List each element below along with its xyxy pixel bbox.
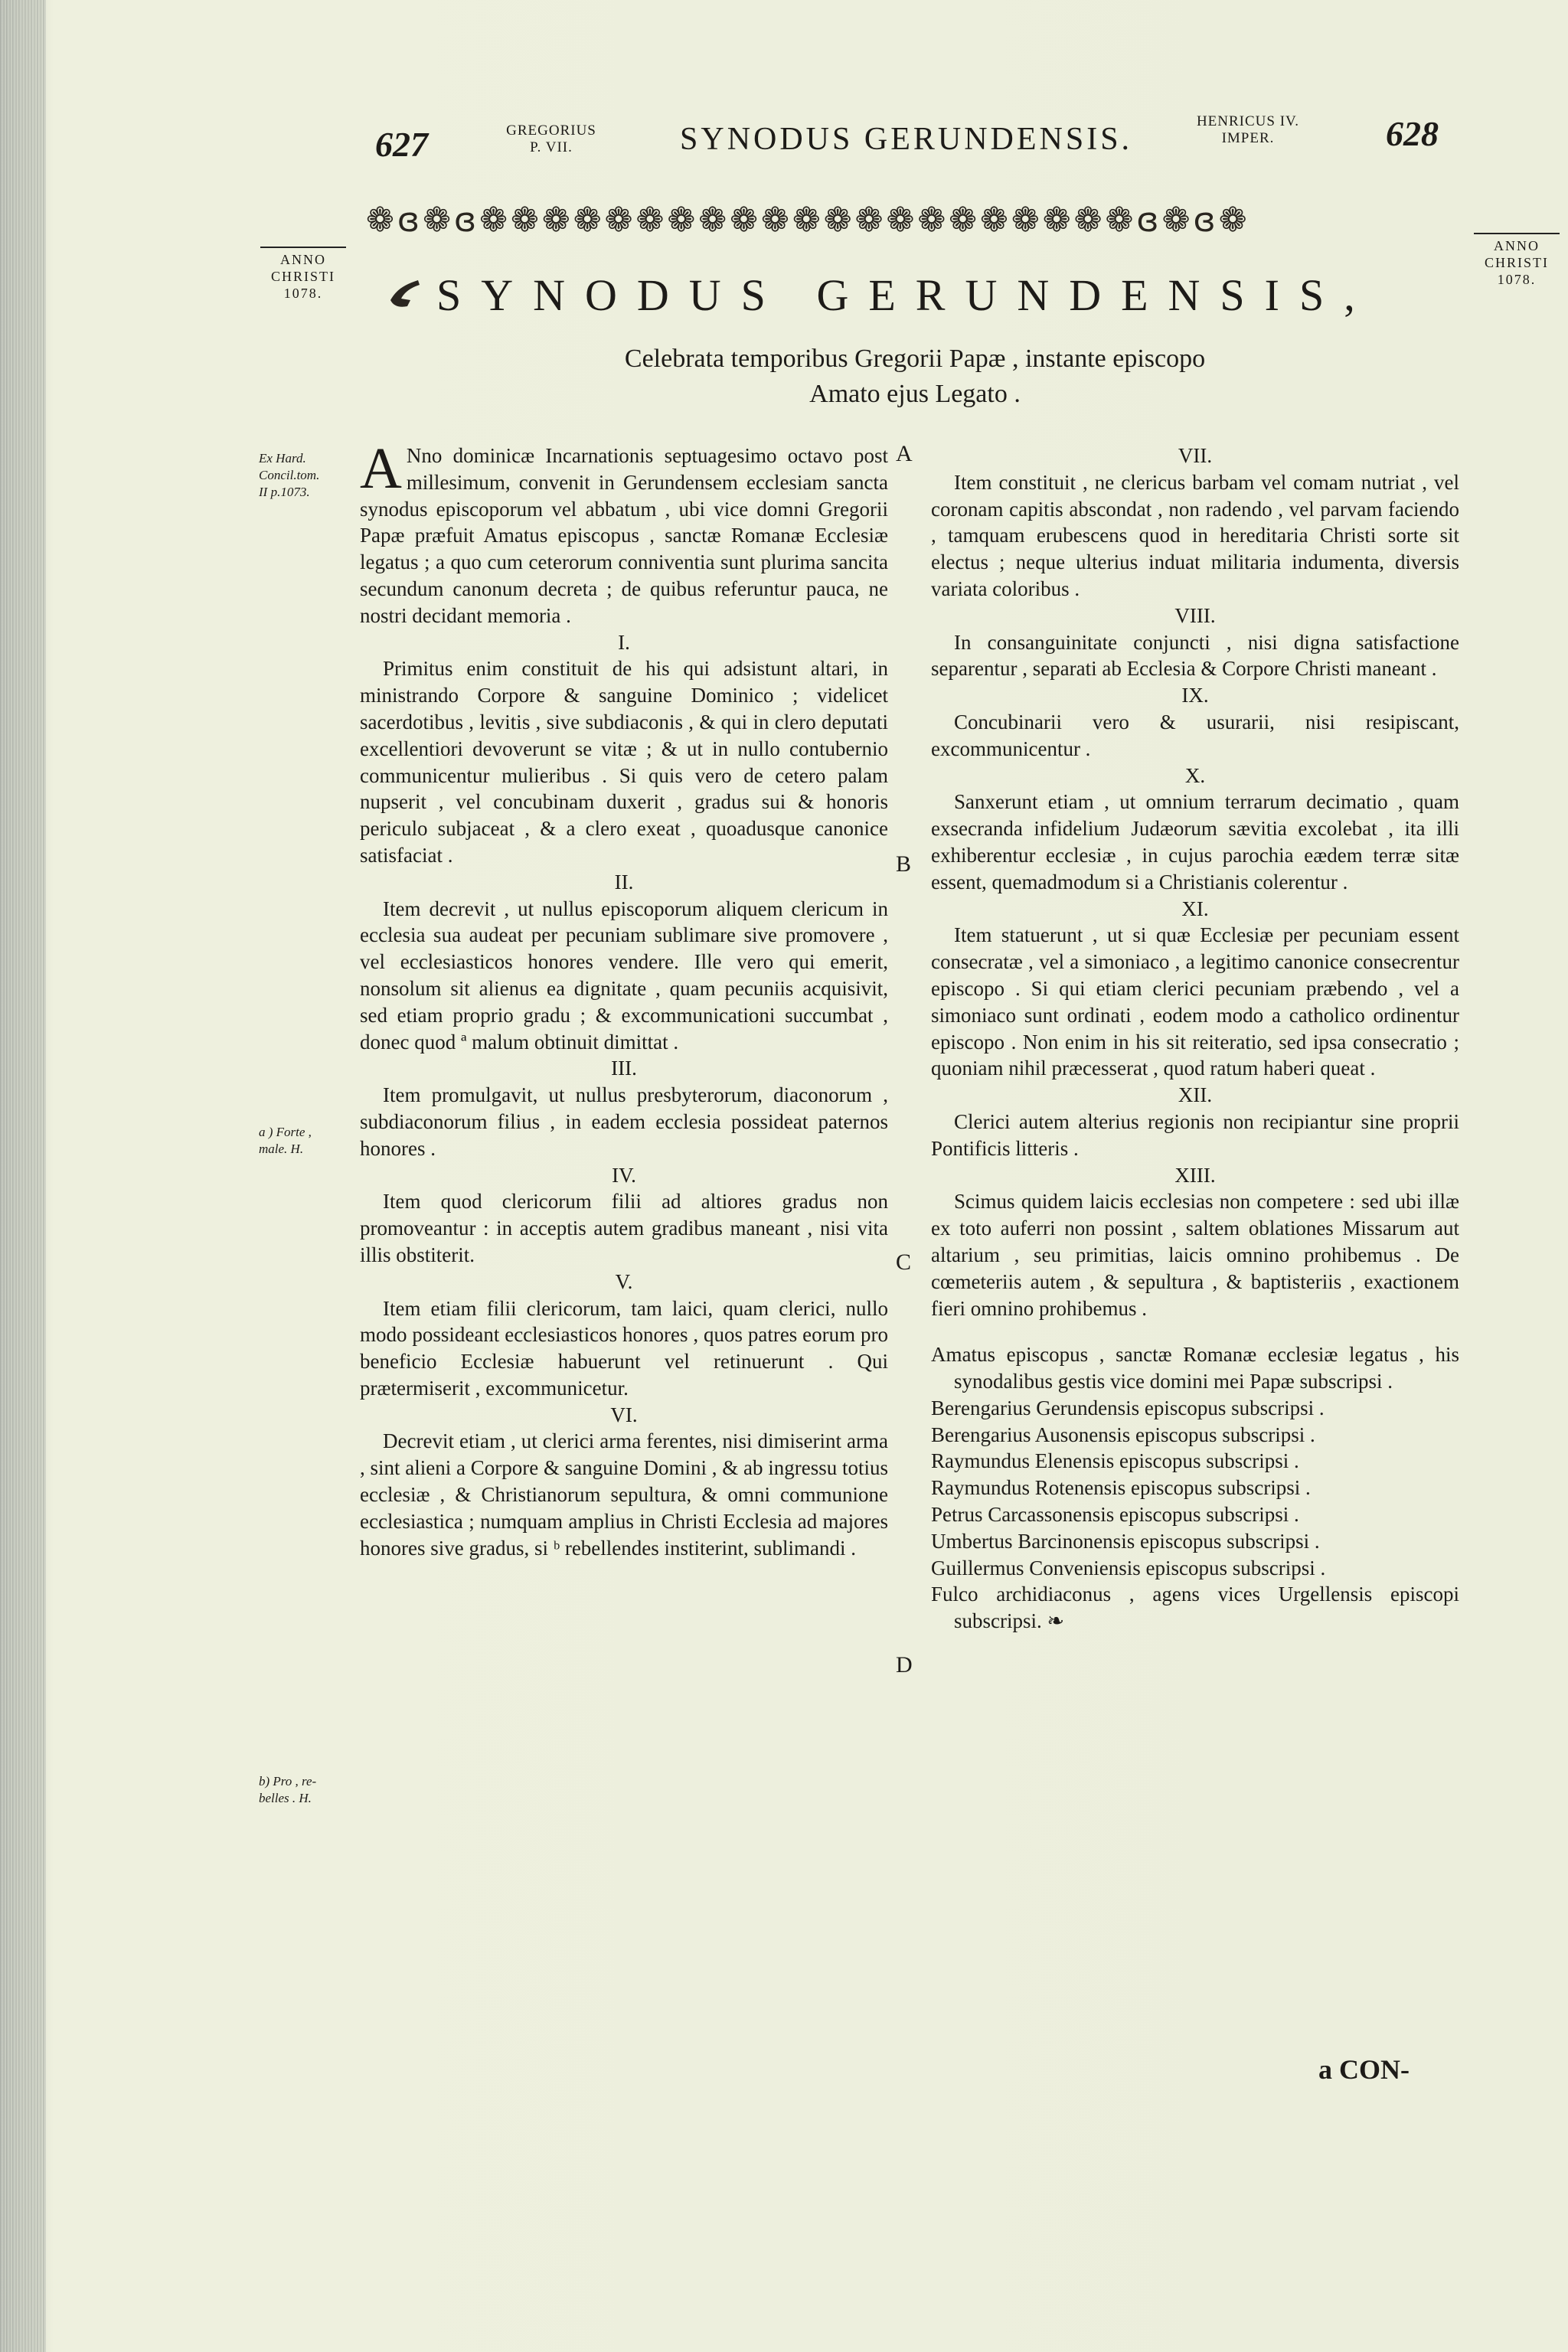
canon-12: Clerici autem alterius regionis non recipiantur sine proprii Pontificis litteris . [931, 1109, 1459, 1160]
anno-right-christi: CHRISTI [1484, 255, 1549, 270]
canon-number-11: XI. [1181, 897, 1209, 920]
running-head-left [505, 122, 597, 156]
canon-2: Item decrevit , ut nullus episcoporum aliquem clericum in ecclesia sua audeat per pecuniam sublimare sive promovere , vel ecclesiasticos honores vendere. Ille vero qui emerit, nonsolum sit alienus ea dignitate , quam pecuniis acquisivit, sed etiam proprio gradu ; & excommunicationi succumbat , donec quod ª malum obtinuit dimittat . [360, 897, 888, 1054]
page-number-left: 627 [375, 125, 428, 164]
page-edge [0, 0, 46, 2352]
subscription-2: Berengarius Gerundensis episcopus subscripsi . [931, 1396, 1325, 1419]
anno-christi-right [1474, 233, 1560, 288]
canon-3: Item promulgavit, ut nullus presbyterorum, diaconorum , subdiaconorum filius , in eadem ecclesia possideat paternos honores . [360, 1083, 888, 1160]
canon-number-10: X. [1184, 763, 1206, 787]
left-column [360, 436, 888, 1561]
canon-7: Item constituit , ne clericus barbam vel comam nutriat , vel coronam capitis abscondat , non radendo , vel parvam faciendo , tamquam erubescens quod in hereditaria Christi sorte sit electus ; neque ulterius induat militaria indumenta, diversis variata coloribus . [931, 470, 1459, 600]
running-head-right-line1: HENRICUS IV. [1196, 113, 1300, 129]
subscription-8: Guillermus Conveniensis episcopus subscripsi . [931, 1556, 1326, 1579]
drop-cap: A [360, 436, 402, 501]
canon-number-9: IX. [1181, 684, 1209, 707]
section-letter-b: B [896, 851, 912, 877]
margin-note-a-line2: male. H. [259, 1142, 304, 1156]
canon-number-13: XIII. [1174, 1163, 1216, 1187]
anno-right-year: 1078. [1497, 272, 1537, 287]
margin-note-source-line3: II p.1073. [259, 485, 310, 499]
canon-number-6: VI. [610, 1403, 638, 1426]
subscription-9: Fulco archidiaconus , agens vices Urgellensis episcopi subscripsi. ❧ [931, 1583, 1459, 1633]
margin-note-b-line1: b) Pro , re- [259, 1774, 317, 1788]
anno-rule-left [260, 247, 346, 248]
canon-number-2: II. [614, 870, 634, 893]
margin-note-source [259, 450, 319, 501]
ornament-band: ❁ɞ❁ɞ❁❁❁❁❁❁❁❁❁❁❁❁❁❁❁❁❁❁❁❁❁ɞ❁ɞ❁ [366, 201, 1250, 240]
running-title: SYNODUS GERUNDENSIS. [680, 122, 1133, 157]
canon-number-8: VIII. [1174, 603, 1216, 627]
running-head-right [1183, 113, 1313, 147]
canon-number-4: IV. [612, 1163, 636, 1187]
margin-note-source-line1: Ex Hard. [259, 451, 306, 466]
intro-paragraph [360, 436, 888, 629]
running-head-right-line2: IMPER. [1221, 130, 1275, 146]
margin-note-b [259, 1773, 316, 1807]
canon-4: Item quod clericorum filii ad altiores gradus non promoveantur : in acceptis autem gradibus maneant , nisi vita illis obstiterit. [360, 1190, 888, 1266]
subscription-6: Petrus Carcassonensis episcopus subscripsi . [931, 1503, 1299, 1527]
subtitle-line1: Celebrata temporibus Gregorii Papæ , instante episcopo [624, 345, 1206, 373]
running-head-left-line2: P. VII. [530, 139, 573, 155]
canon-number-1: I. [618, 630, 630, 654]
catchword: a CON- [1318, 2054, 1410, 2085]
running-head-left-line1: GREGORIUS [506, 122, 596, 139]
canon-number-5: V. [615, 1269, 633, 1293]
anno-christi-left [260, 247, 346, 302]
document-subtitle [490, 341, 1340, 412]
intro-text: Nno dominicæ Incarnationis septuagesimo octavo post millesimum, convenit in Gerundensem ecclesiam sancta synodus episcoporum vel abbatum , ubi vice domni Gregorii Papæ præfuit Amatus episcopus , sanctæ Romanæ Ecclesiæ legatus ; a quo cum ceterorum conniventia sunt plurima sancita secundum canonum decreta ; de quibus referuntur pauca, ne nostri decidant memoria . [360, 444, 888, 627]
anno-right-word: ANNO [1494, 238, 1540, 253]
right-column [931, 443, 1459, 1635]
canon-11: Item statuerunt , ut si quæ Ecclesiæ per pecuniam essent consecratæ , vel a simoniaco , a legitimo canonice consecrentur episcopo . Si qui etiam clerici pecuniam præbendo , vel a simoniaco sunt ordinati , eodem modo a catholico ordinentur episcopo . Non enim in his sit reiteratio, sed ipsa consecratio ; quoniam nihil præcesserat , quod ratum haberi queat . [931, 923, 1459, 1080]
canon-10: Sanxerunt etiam , ut omnium terrarum decimatio , quam exsecranda infidelium Judæorum sævitia excolebat , ita illi exhiberentur ecclesiæ , in cujus parochia eædem terræ sitæ essent, quemadmodum si a Christianis colerentur . [931, 790, 1459, 893]
subtitle-line2: Amato ejus Legato . [809, 380, 1021, 408]
margin-note-a-line1: a ) Forte , [259, 1125, 312, 1139]
canon-8: In consanguinitate conjuncti , nisi digna satisfactione separentur , separati ab Ecclesia & Corpore Christi maneant . [931, 630, 1459, 681]
page-number-right: 628 [1386, 114, 1439, 153]
margin-note-a [259, 1124, 312, 1158]
canon-6: Decrevit etiam , ut clerici arma ferentes, nisi dimiserint arma , sint alieni a Corpore & sanguine Domini , & ab ingressu totius ecclesiæ , & Christianorum sepultura, & omni communione ecclesiastica ; numquam amplius in Christi Ecclesia ad majores honores sive gradus, si ᵇ rebellendes institerint, sublimandi . [360, 1429, 888, 1560]
anno-left-christi: CHRISTI [270, 269, 335, 284]
subscription-gap [931, 1321, 1459, 1341]
canon-number-3: III. [611, 1057, 637, 1080]
canon-number-12: XII. [1178, 1083, 1213, 1107]
subscription-3: Berengarius Ausonensis episcopus subscripsi . [931, 1423, 1315, 1446]
margin-note-source-line2: Concil.tom. [259, 468, 320, 482]
subscription-4: Raymundus Elenensis episcopus subscripsi . [931, 1449, 1299, 1473]
canon-13: Scimus quidem laicis ecclesias non competere : sed ubi illæ ex toto auferri non possint , saltem oblationes Missarum aut altarium , seu primitias, laicis omnino prohibemus . De cœmeteriis autem , & sepultura , & baptisteriis , exactionem fieri omnino prohibemus . [931, 1190, 1459, 1320]
section-letter-d: D [896, 1652, 913, 1677]
hand-pointer-icon [387, 274, 423, 312]
anno-left-word: ANNO [280, 252, 326, 267]
anno-left-year: 1078. [283, 286, 323, 301]
section-letter-a: A [896, 441, 913, 466]
anno-rule-right [1474, 233, 1560, 234]
canon-1: Primitus enim constituit de his qui adsistunt altari, in ministrando Corpore & sanguine Dominico ; videlicet sacerdotibus , levitis , sive subdiaconis , & qui in clero deputati excellentiori devoverunt se vitæ ; & ut in nullo contubernio communicentur mulieribus . Si quis vero de cetero palam nupserit , vel concubinam duxerit , gradus sui & honoris periculo subjaceat , & a clero exeat , quoadusque canonice satisfaciat . [360, 657, 888, 867]
section-letter-c: C [896, 1250, 912, 1275]
canon-5: Item etiam filii clericorum, tam laici, quam clerici, nullo modo possideant ecclesiasticos honores , quos patres eorum pro beneficio Ecclesiæ habuerunt vel retinuerunt . Qui prætermiserit , excommunicetur. [360, 1296, 888, 1400]
subscription-7: Umbertus Barcinonensis episcopus subscripsi . [931, 1529, 1320, 1553]
document-title: SYNODUS GERUNDENSIS, [436, 270, 1375, 320]
subscription-1: Amatus episcopus , sanctæ Romanæ ecclesiæ legatus , his synodalibus gestis vice domini mei Papæ subscripsi . [931, 1343, 1459, 1393]
margin-note-b-line2: belles . H. [259, 1791, 312, 1805]
canon-9: Concubinarii vero & usurarii, nisi resipiscant, excommunicentur . [931, 710, 1459, 760]
subscription-5: Raymundus Rotenensis episcopus subscripsi . [931, 1476, 1311, 1500]
canon-number-7: VII. [1178, 444, 1213, 467]
